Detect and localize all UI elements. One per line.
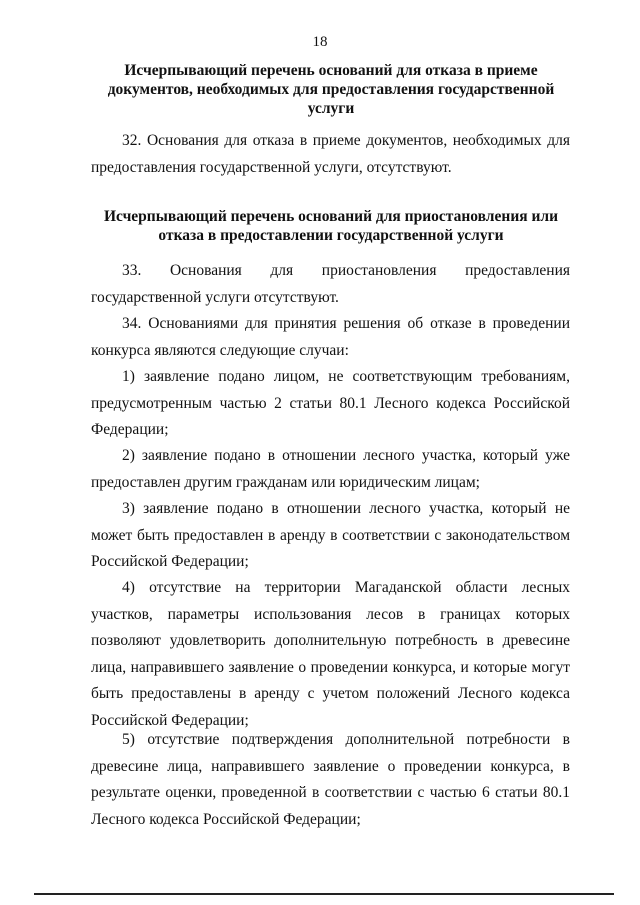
section-heading-suspension-refusal: Исчерпывающий перечень оснований для приостановления или отказа в предоставлении государственной услуги — [103, 208, 559, 244]
paragraph-34: 34. Основаниями для принятия решения об отказе в проведении конкурса являются следующие случаи: — [91, 315, 570, 359]
list-item-2: 2) заявление подано в отношении лесного участка, который уже предоставлен другим гражданам или юридическим лицам; — [91, 447, 570, 491]
list-item-3: 3) заявление подано в отношении лесного участка, который не может быть предоставлен в аренду в соответствии с законодательством Российской Федерации; — [91, 500, 570, 570]
page-number: 18 — [312, 34, 328, 50]
paragraph-33: 33. Основания для приостановления предоставления государственной услуги отсутствуют. — [91, 262, 570, 306]
list-item-5: 5) отсутствие подтверждения дополнительной потребности в древесине лица, направившего заявление о проведении конкурса, в результате оценки, проведенной в соответствии с частью 6 статьи 80.1 Лесного кодекса Российской Федерации; — [91, 731, 570, 828]
bottom-rule — [34, 893, 614, 895]
section-heading-refusal-acceptance: Исчерпывающий перечень оснований для отказа в приеме документов, необходимых для предоставления государственной услуги — [107, 62, 555, 117]
list-item-1: 1) заявление подано лицом, не соответствующим требованиям, предусмотренным частью 2 статьи 80.1 Лесного кодекса Российской Федерации; — [91, 368, 570, 438]
paragraph-32: 32. Основания для отказа в приеме документов, необходимых для предоставления государственной услуги, отсутствуют. — [91, 132, 570, 176]
list-item-4: 4) отсутствие на территории Магаданской области лесных участков, параметры использования лесов в границах которых позволяют удовлетворить дополнительную потребность в древесине лица, направившего заявление о проведении конкурса, и которые могут быть предоставлены в аренду с учетом положений Лесного кодекса Российской Федерации; — [91, 579, 570, 729]
